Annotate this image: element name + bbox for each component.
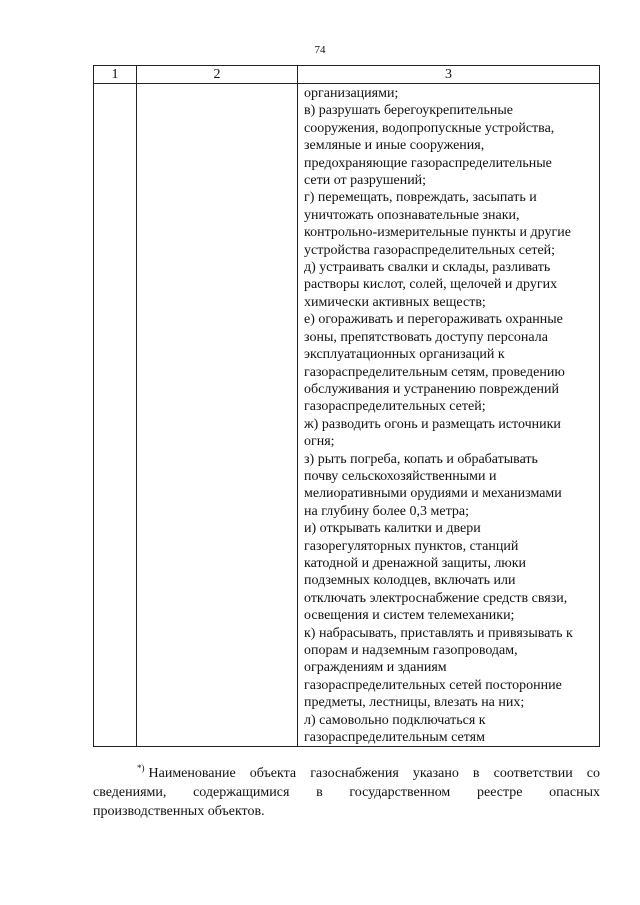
content-line: газораспределительных сетей; — [304, 399, 486, 415]
content-line: мелиоративными орудиями и механизмами — [304, 486, 562, 502]
content-line: зоны, препятствовать доступу персонала — [304, 329, 548, 345]
content-line: отключать электроснабжение средств связи, — [304, 590, 568, 606]
footnote-line — [93, 764, 600, 783]
table-header-row — [94, 66, 600, 84]
content-line: предметы, лестницы, влезать на них; — [304, 695, 525, 711]
content-line: огня; — [304, 434, 335, 450]
column-header-2: 2 — [137, 66, 298, 84]
footnote — [93, 764, 600, 821]
content-line: растворы кислот, солей, щелочей и других — [304, 277, 558, 293]
content-line: на глубину более 0,3 метра; — [304, 503, 469, 519]
page-number: 74 — [314, 44, 326, 56]
content-line: з) рыть погреба, копать и обрабатывать — [304, 451, 538, 467]
content-line: ограждениям и зданиям — [304, 660, 447, 676]
table-cell-column-1 — [94, 84, 137, 747]
footnote-text: Наименование объекта газоснабжения указано в соответствии со — [148, 766, 600, 781]
footnote-line: сведениями, содержащимися в государственном реестре опасных — [93, 785, 600, 800]
content-line: газораспределительных сетей посторонние — [304, 677, 562, 693]
content-line: ж) разводить огонь и размещать источники — [304, 416, 561, 432]
content-line: е) огораживать и перегораживать охранные — [304, 312, 563, 328]
content-line: газораспределительным сетям — [304, 730, 485, 746]
content-line: почву сельскохозяйственными и — [304, 468, 497, 484]
content-line: освещения и систем телемеханики; — [304, 608, 515, 624]
footnote-marker: *) — [137, 763, 145, 774]
content-line: к) набрасывать, приставлять и привязывать к — [304, 625, 573, 641]
requirements-table — [93, 65, 600, 747]
content-line: и) открывать калитки и двери — [304, 521, 481, 537]
content-line: уничтожать опознавательные знаки, — [304, 207, 520, 223]
content-line: эксплуатационных организаций к — [304, 347, 505, 363]
content-line: земляные и иные сооружения, — [304, 138, 485, 154]
content-line: сети от разрушений; — [304, 173, 427, 189]
content-line: газорегуляторных пунктов, станций — [304, 538, 519, 554]
content-line: подземных колодцев, включать или — [304, 573, 516, 589]
content-line: д) устраивать свалки и склады, разливать — [304, 260, 551, 276]
content-line: обслуживания и устранению повреждений — [304, 381, 560, 397]
content-line: предохраняющие газораспределительные — [304, 155, 552, 171]
content-line: катодной и дренажной защиты, люки — [304, 555, 527, 571]
content-line: л) самовольно подключаться к — [304, 712, 486, 728]
table-cell-column-2 — [137, 84, 298, 747]
content-line: сооружения, водопропускные устройства, — [304, 120, 555, 136]
content-line: устройства газораспределительных сетей; — [304, 242, 556, 258]
content-line: контрольно-измерительные пункты и другие — [304, 225, 571, 241]
content-line: химически активных веществ; — [304, 294, 486, 310]
table-cell-column-3 — [298, 84, 600, 747]
content-line: опорам и надземным газопроводам, — [304, 643, 518, 658]
content-line: в) разрушать берегоукрепительные — [304, 103, 514, 119]
column-header-1: 1 — [94, 66, 137, 84]
footnote-line: производственных объектов. — [93, 804, 265, 819]
content-line: организациями; — [304, 86, 399, 101]
table-row — [94, 84, 600, 747]
content-line: г) перемещать, повреждать, засыпать и — [304, 190, 537, 206]
content-line: газораспределительным сетям, проведению — [304, 364, 565, 380]
column-header-3: 3 — [298, 66, 600, 84]
